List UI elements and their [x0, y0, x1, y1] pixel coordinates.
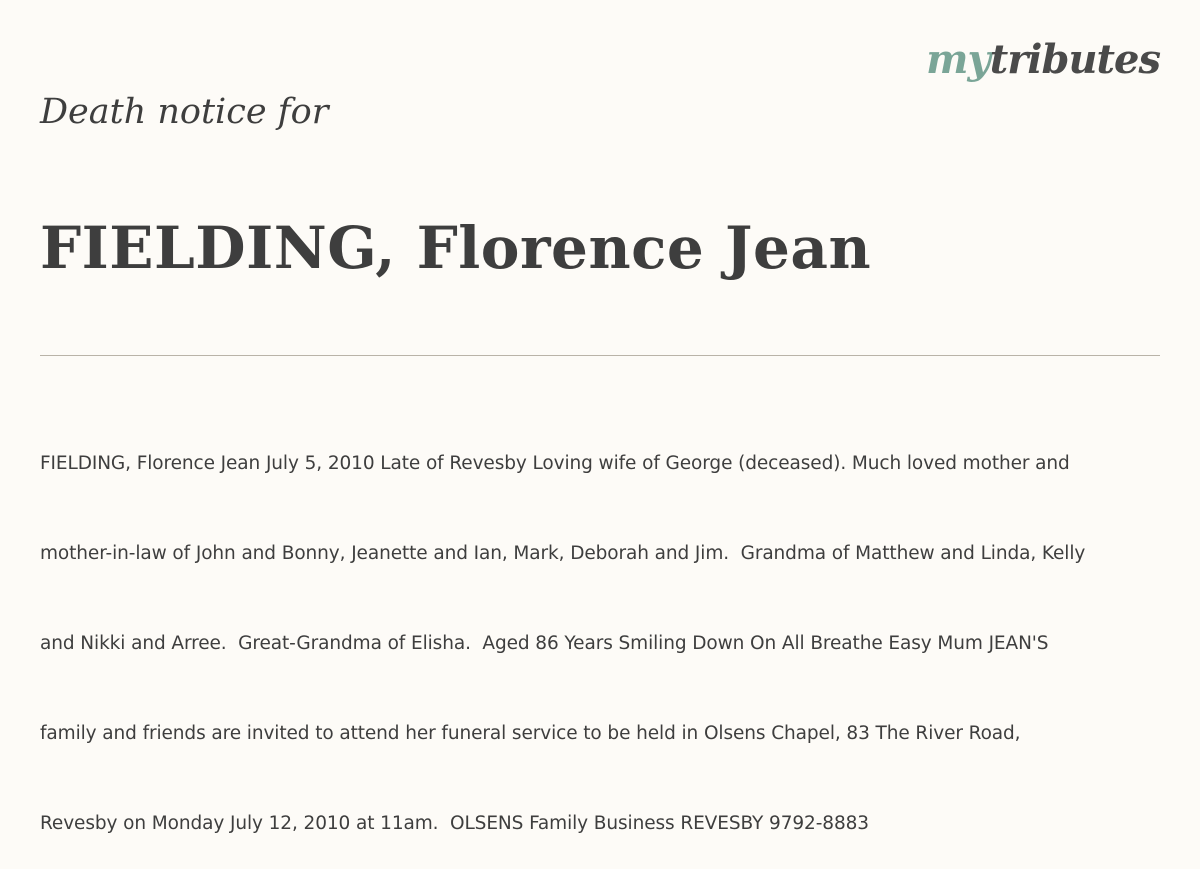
- notice-subtitle: Death notice for: [40, 92, 329, 132]
- notice-body-line: FIELDING, Florence Jean July 5, 2010 Late of Revesby Loving wife of George (deceased). Much loved mother and: [40, 453, 1070, 474]
- notice-body-line: Revesby on Monday July 12, 2010 at 11am. OLSENS Family Business REVESBY 9792-8883: [40, 813, 869, 834]
- notice-body-line: mother-in-law of John and Bonny, Jeanette and Ian, Mark, Deborah and Jim. Grandma of Matthew and Linda, Kelly: [40, 543, 1086, 564]
- notice-body: [40, 389, 1192, 869]
- notice-body-line: family and friends are invited to attend her funeral service to be held in Olsens Chapel, 83 The River Road,: [40, 723, 1021, 744]
- deceased-name: FIELDING, Florence Jean: [40, 214, 872, 282]
- divider: [40, 355, 1160, 356]
- logo-part-my: my: [926, 36, 990, 83]
- notice-body-line: and Nikki and Arree. Great-Grandma of Elisha. Aged 86 Years Smiling Down On All Breathe Easy Mum JEAN'S: [40, 633, 1049, 654]
- logo-part-tributes: tributes: [989, 36, 1160, 83]
- mytributes-logo[interactable]: [926, 36, 1160, 84]
